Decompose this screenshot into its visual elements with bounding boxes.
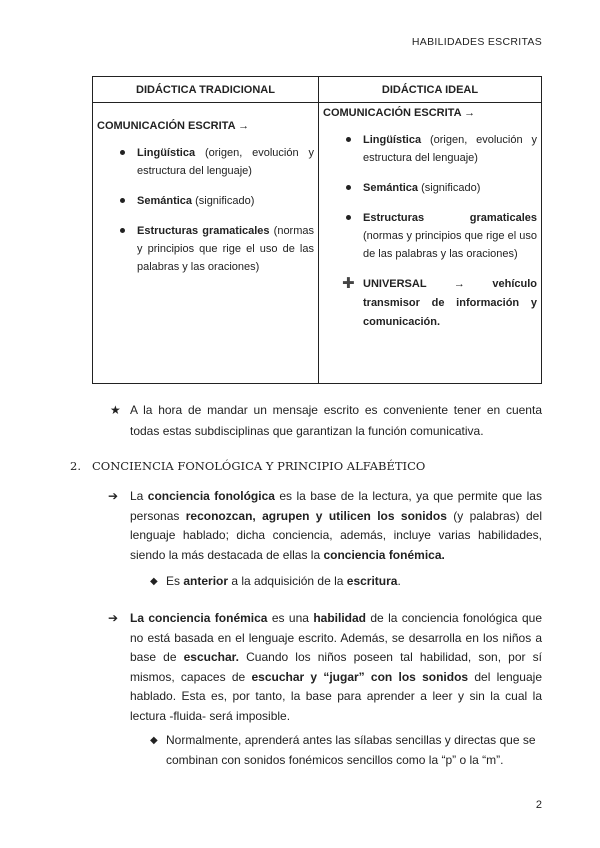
header-ideal: DIDÁCTICA IDEAL: [319, 77, 542, 103]
comunicacion-heading: COMUNICACIÓN ESCRITA →: [97, 120, 250, 132]
page-number: 2: [535, 799, 542, 811]
list-item: Lingüística (origen, evolución y estructura del lenguaje): [363, 131, 537, 167]
list-item: Estructuras gramaticales (normas y principios que rige el uso de las palabras y las oraciones): [363, 209, 537, 263]
sub-item: ◆ Normalmente, aprenderá antes las sílabas sencillas y directas que se combinan con sonidos fonémicos sencillos como la “p” o la “m”.: [150, 733, 536, 767]
running-header: HABILIDADES ESCRITAS: [411, 36, 542, 48]
diamond-icon: ◆: [150, 735, 158, 746]
comunicacion-heading: COMUNICACIÓN ESCRITA →: [323, 107, 476, 119]
list-item: Semántica (significado): [363, 179, 537, 197]
list-item: Estructuras gramaticales (normas y principios que rige el uso de las palabras y las oraciones): [137, 222, 314, 276]
note: [110, 400, 542, 442]
plus-icon: ✚: [342, 275, 355, 292]
list-item: Lingüística (origen, evolución y estructura del lenguaje): [137, 144, 314, 180]
cell-ideal: [319, 103, 542, 384]
list-item: Semántica (significado): [137, 192, 314, 210]
arrow-icon: ➔: [108, 611, 119, 625]
universal-item: ✚ UNIVERSAL → vehículo transmisor de información y comunicación.: [342, 275, 537, 328]
diamond-icon: ◆: [150, 576, 158, 587]
comparison-table: [92, 76, 542, 384]
header-traditional: DIDÁCTICA TRADICIONAL: [93, 77, 319, 103]
paragraph-conciencia-fonologica: ➔ La conciencia fonológica es la base de la lectura, ya que permite que las personas reconozcan, agrupen y utilicen los sonidos (y palabras) del lenguaje hablado; dicha conciencia, además, incluye varias habilidades, siendo la más destacada de ellas la conciencia fonémica.: [108, 489, 543, 562]
paragraph-conciencia-fonemica: ➔ La conciencia fonémica es una habilidad de la conciencia fonológica que no está basada en el lenguaje escrito. Además, se desarrolla en los niños a base de escuchar. Cuando los niños poseen tal habilidad, son, por sí mismos, capaces de escuchar y “jugar” con los sonidos del lenguaje hablado. Esta es, por tanto, la base para aprender a leer y sin la cual la lectura -fluida- será imposible.: [108, 611, 542, 723]
note-text: A la hora de mandar un mensaje escrito es conveniente tener en cuenta todas estas subdisciplinas que garantizan la función comunicativa.: [130, 403, 542, 438]
arrow-icon: ➔: [108, 489, 119, 503]
star-icon: ★: [110, 403, 121, 417]
cell-traditional: [93, 103, 319, 384]
sub-item: ◆ Es anterior a la adquisición de la escritura.: [150, 572, 542, 592]
